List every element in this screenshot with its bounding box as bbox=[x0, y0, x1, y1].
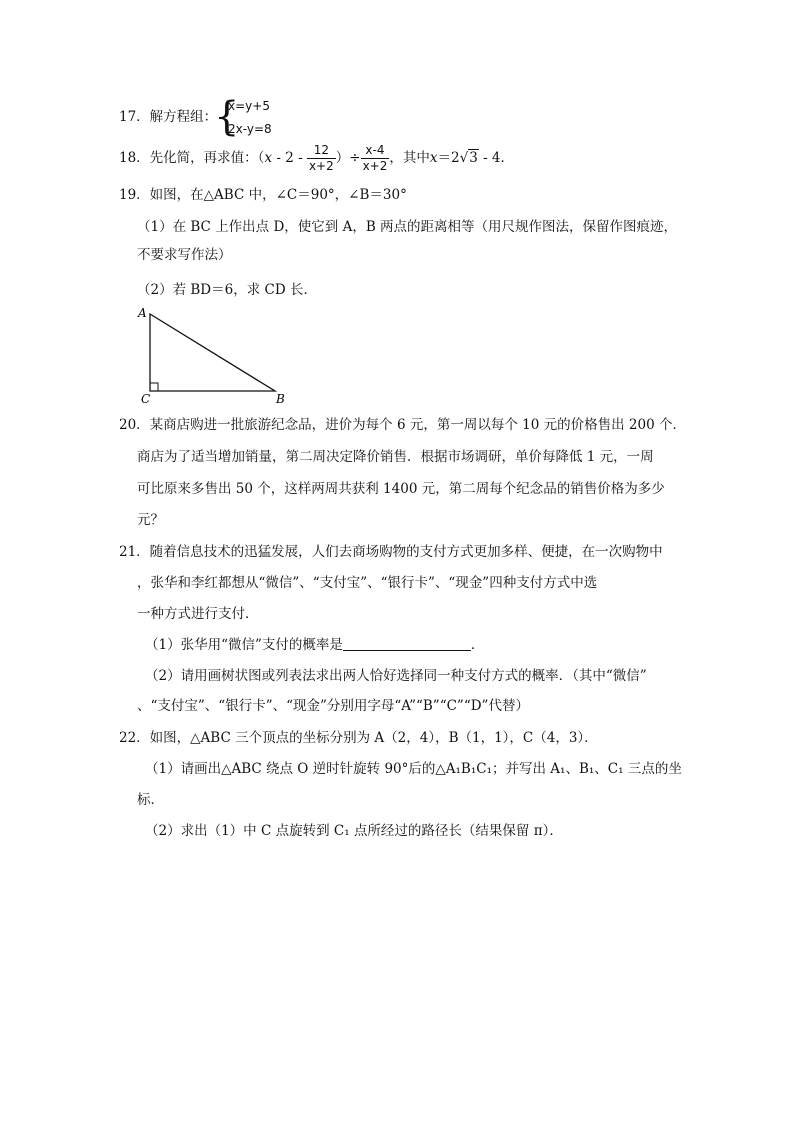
triangle-abc bbox=[150, 314, 275, 391]
triangle-diagram bbox=[135, 302, 295, 406]
q18-sqrt-value: 3 bbox=[469, 150, 478, 166]
q19-title: 19．如图，在△ABC 中，∠C＝90°，∠B＝30° bbox=[119, 187, 407, 203]
q22-title: 22．如图，△ABC 三个顶点的坐标分别为 A（2，4），B（1，1），C（4，3）． bbox=[119, 730, 598, 746]
q20-line4: 元？ bbox=[137, 512, 164, 528]
q19-part1-line1: （1）在 BC 上作出点 D，使它到 A，B 两点的距离相等（用尺规作图法，保留作图痕迹， bbox=[137, 219, 678, 235]
q17-equation-1: x=y+5 bbox=[228, 99, 270, 113]
label-a: A bbox=[138, 306, 147, 320]
q18-var-x2: x bbox=[429, 150, 438, 166]
q21-line3: 一种方式进行支付． bbox=[137, 606, 259, 622]
q21-line1: 21．随着信息技术的迅猛发展，人们去商场购物的支付方式更加多样、便捷，在一次购物中 bbox=[119, 544, 663, 560]
q18-var-x: x bbox=[264, 150, 273, 166]
q18-minus: - 2 - bbox=[272, 150, 307, 166]
q18-divide: ）÷ bbox=[335, 150, 361, 166]
q18-where: ，其中 bbox=[389, 150, 430, 166]
q18-fraction-2 bbox=[361, 143, 390, 174]
q19-part2: （2）若 BD＝6，求 CD 长． bbox=[137, 282, 317, 298]
label-c: C bbox=[141, 392, 151, 406]
answer-blank[interactable] bbox=[343, 636, 471, 651]
q18-tail: - 4． bbox=[478, 150, 515, 166]
label-b: B bbox=[276, 392, 285, 406]
q21-part1-end: ． bbox=[470, 637, 485, 653]
q18-frac2-den: x+2 bbox=[362, 159, 388, 173]
q18-frac1-num: 12 bbox=[307, 143, 336, 159]
q22-part2: （2）求出（1）中 C 点旋转到 C₁ 点所经过的路径长（结果保留 π）． bbox=[145, 823, 563, 839]
q18-frac1-den: x+2 bbox=[308, 159, 334, 173]
q17-equation-2: 2x-y=8 bbox=[228, 122, 272, 136]
q18-label: 18．先化简，再求值：（ bbox=[119, 150, 265, 166]
q21-part1-text: （1）张华用“微信”支付的概率是 bbox=[145, 637, 343, 653]
q18-eq: ＝2 bbox=[437, 150, 460, 166]
q18-fraction-1 bbox=[307, 143, 336, 174]
q17-label: 17．解方程组： bbox=[119, 109, 218, 125]
q19-part1-line2: 不要求写作法） bbox=[137, 247, 232, 263]
q18-line bbox=[119, 142, 514, 174]
q21-part1 bbox=[145, 636, 484, 654]
q20-line3: 可比原来多售出 50 个，这样两周共获利 1400 元，第二周每个纪念品的销售价格为多少 bbox=[137, 481, 665, 497]
q21-line2: ，张华和李红都想从“微信”、“支付宝”、“银行卡”、“现金”四种支付方式中选 bbox=[137, 575, 598, 591]
left-brace-icon: { bbox=[214, 94, 240, 140]
sqrt-icon: √ bbox=[459, 150, 469, 166]
q22-part1-line1: （1）请画出△ABC 绕点 O 逆时针旋转 90°后的△A₁B₁C₁；并写出 A₁、B₁、C₁ 三点的坐 bbox=[145, 761, 682, 777]
right-angle-mark bbox=[150, 383, 158, 391]
q21-part2-line1: （2）请用画树状图或列表法求出两人恰好选择同一种支付方式的概率．（其中“微信” bbox=[145, 668, 647, 684]
q21-part2-line2: 、“支付宝”、“银行卡”、“现金”分别用字母“A”“B”“C”“D”代替） bbox=[137, 698, 529, 714]
q22-part1-line2: 标． bbox=[137, 792, 164, 808]
q20-line2: 商店为了适当增加销量，第二周决定降价销售．根据市场调研，单价每降低 1 元，一周 bbox=[137, 449, 654, 465]
q18-frac2-num: x-4 bbox=[361, 143, 390, 159]
q20-line1: 20．某商店购进一批旅游纪念品，进价为每个 6 元，第一周以每个 10 元的价格售出 200 个． bbox=[119, 417, 686, 433]
